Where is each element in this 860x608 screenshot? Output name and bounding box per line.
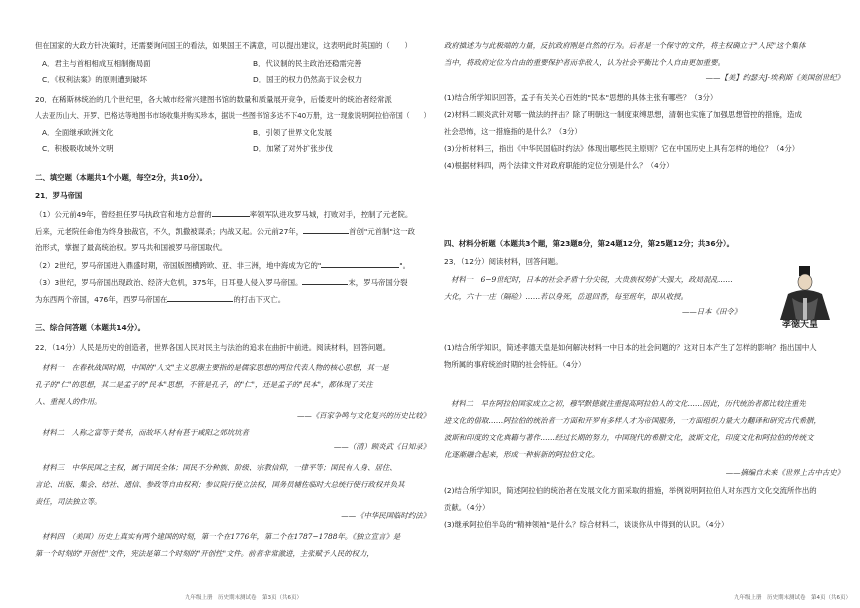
section-3-title: 三、综合问答题（本题共14分）。 (35, 323, 146, 332)
material-4-line3: 政府描述为与此极端的力量，反抗政府刚是自然的行为。后者是一个保守的文件，将主权确立于"人民"这个集体 (444, 41, 806, 50)
q21-blank-1[interactable] (212, 208, 250, 217)
q19-option-b[interactable]: B．代议制的民主政治还稳需完善 (253, 59, 362, 68)
q21-blank-3[interactable] (321, 259, 399, 268)
q22-sub2-line2: 社会恐怖，这一措施指的是什么？（3分） (444, 127, 582, 136)
emperor-portrait-image (774, 262, 836, 334)
q22-sub2-line1: (2)材料二顾炎武针对哪一做法的抨击？除了明朝这一制度束缚思想，清朝也实施了加强思想管控的措施，造成 (444, 110, 802, 119)
section-4-title: 四、材料分析题（本题共3个题，第23题8分，第24题12分，第25题12分；共36分）。 (444, 239, 735, 248)
q21-blank-5[interactable] (167, 293, 233, 302)
material-2-source: ——（清）顾炎武《日知录》 (333, 442, 430, 451)
q23-sub1-line1: (1)结合所学知识，简述孝德天皇是如何解决材料一中日本的社会问题的？这对日本产生了怎样的影响？指出国中人 (444, 343, 817, 352)
q21-blank-2[interactable] (303, 225, 349, 234)
material-4-line2: 第一个时刻的"开创性"文件，宪法是第二个时刻的"开创性"文件。前者非常激进，主张赋予人民的权力， (35, 549, 374, 558)
q20-option-a[interactable]: A．全面继承欧洲文化 (42, 128, 114, 137)
q23-material-2-line1: 材料二 早在阿拉伯国家成立之初，穆罕默德就注重提高阿拉伯人的文化……因此，历代统治者都比较注重先 (451, 399, 806, 408)
section-2-title: 二、填空题（本题共1个小题，每空2分，共10分）。 (35, 173, 208, 182)
page-4-footer: 九年级上册 历史期末测试卷 第4页（共6页） (734, 595, 852, 601)
material-3-line1: 材料三 中华民国之主权，属于国民全体；国民不分种族、阶级、宗教信仰，一律平等；国民有人身、居住、 (42, 463, 397, 472)
question-19-stem-tail: 但在国家的大政方针决策时，还需要询问国王的看法，如果国王不满意，可以提出建议，这表明此时英国的（ ） (35, 41, 412, 50)
material-4-source: ——【美】约瑟夫J·埃利斯《美国创世纪》 (705, 73, 844, 82)
q21-blank-4[interactable] (302, 276, 348, 285)
material-3-line2: 言论、出版、集会、结社、通信、参政等自由权利；参议院行使立法权，国务员辅佐临时大总统行使行政权并负其 (35, 480, 405, 489)
q23-material-2-line2: 进文化的借取……阿拉伯的统治者一方面和开罗有多样人才为帝国服务，一方面组织力量大力翻译和研究古代希腊， (444, 416, 821, 425)
q23-material-2-line3: 波斯和印度的文化典籍与著作……经过长期的努力，中国现代的希腊文化，波斯文化，印度文化和阿拉伯的传统文 (444, 433, 814, 442)
material-3-source: ——《中华民国临时约法》 (341, 511, 430, 520)
q21-part1-line1: （1）公元前49年，曾经担任罗马执政官和地方总督的 率领军队进攻罗马城，打败对手，控制了元老院。 (35, 210, 413, 219)
q21-part1-line3: 治形式，掌握了最高统治权。罗马共和国被罗马帝国取代。 (35, 243, 228, 252)
material-2-line1: 材料二 人称之富等于焚书，而故坏人材有甚于咸阳之郊坑坑者 (42, 428, 249, 437)
question-22-stem: 22．（14分）人民是历史的创造者，世界各国人民对民主与法治的追求在曲折中前进。阅读材料，回答问题。 (35, 343, 391, 352)
material-1-source: ——《百家争鸣与文化复兴的历史比较》 (296, 411, 430, 420)
q23-material-1-line2: 大化，六十一庄（隔硷）……若以身死，岳退回香，每至班年，即从收授。 (444, 292, 688, 301)
page-4-column (444, 0, 852, 608)
q20-option-c[interactable]: C．积极吸收域外文明 (42, 144, 114, 153)
q23-sub1-line2: 物所属的事府统治时期的社会特征。（4分） (444, 360, 586, 369)
question-20-stem-1: 20．在稀斯林统治的几个世纪里，各大城市经常兴建图书馆的数量和质量展开竞争，后倭麦叶的统治者经常派 (35, 95, 392, 104)
question-23-title: 23．（12分）阅读材料，回答问题。 (444, 257, 563, 266)
q23-sub2-line1: (2)结合所学知识，简述阿拉伯的统治者在发展文化方面采取的措施，举例说明阿拉伯人对东西方文化交流所作出的 (444, 486, 817, 495)
q23-material-2-line4: 化逐渐融合起来，形成一种崭新的阿拉伯文化。 (444, 450, 600, 459)
q21-part3-line2: 为东西两个帝国，476年，西罗马帝国在 的打击下灭亡。 (35, 295, 286, 304)
page-3-column (35, 0, 430, 608)
material-1-line3: 人、重视人的作用。 (35, 397, 102, 406)
q23-sub2-line2: 贡献。（4分） (444, 503, 490, 512)
q21-part1-line2: 后来，元老院任命他为终身独裁官，不久，凯撒被谋杀；内战又起。公元前27年， 首创"元首制"这一政 (35, 227, 416, 236)
q19-option-c[interactable]: C．《权利法案》的原则遭到破坏 (42, 75, 147, 84)
material-4-line4: 当中，将政府定位为自由的重要保护者而非敌人，认为社会平衡比个人自由更加重要。 (444, 58, 725, 67)
portrait-caption: 孝徳天皇 (782, 320, 819, 330)
q20-option-d[interactable]: D．加紧了对外扩张步伐 (253, 144, 333, 153)
q22-sub3: (3)分析材料三，指出《中华民国临时约法》体现出哪些民主原则？它在中国历史上具有怎样的地位？（4分） (444, 144, 800, 153)
q23-material-1-source: ——日本《田令》 (682, 307, 742, 316)
material-1-line2: 孔子的"仁"的思想，其二是孟子的"民本"思想，不管是孔子，的"仁"，还是孟子的"民本"，都体现了关注 (35, 380, 373, 389)
material-1-line1: 材料一 在春秋战国时期，中国的"人文"主义思潮主要指的是儒家思想的两位代表人物的核心思想，其一是 (42, 363, 389, 372)
question-21-title: 21．罗马帝国 (35, 191, 83, 200)
q19-option-d[interactable]: D．国王的权力仍然高于议会权力 (253, 75, 363, 84)
q23-material-2-source: ——摘编自未来《世界上古中古史》 (725, 468, 844, 477)
material-4-line1: 材料四 （美国）历史上真实有两个建国的时刻，第一个在1776年，第二个在1787−1788年。《独立宣言》是 (42, 532, 401, 541)
question-20-stem-2: 人去亚历山大、开罗、巴格达等地图书市场收集并购买珍本，据说一些图书馆多达不下40万册，这一现象说明阿拉伯帝国（ ） (35, 111, 431, 120)
q20-option-b[interactable]: B．引领了世界文化发展 (253, 128, 332, 137)
q21-part3-line1: （3）3世纪，罗马帝国出现政治、经济大危机，375年，日耳曼人侵入罗马帝国。 末，罗马帝国分裂 (35, 278, 408, 287)
material-3-line3: 责任，司法独立等。 (35, 497, 102, 506)
page-3-footer: 九年级上册 历史期末测试卷 第3页（共6页） (185, 595, 303, 601)
q23-material-1-line1: 材料一 6−9世纪时，日本的社会矛盾十分尖锐，大贵族权势扩大强大，政局混乱…… (451, 275, 733, 284)
q22-sub4: (4)根据材料四，两个法律文件对政府职能的定位分别是什么？（4分） (444, 161, 674, 170)
q21-part2-line: （2）2世纪，罗马帝国进入鼎盛时期，帝国版图横跨欧、亚、非三洲，地中海成为它的" "。 (35, 261, 411, 270)
q22-sub1: (1)结合所学知识回答，孟子有关关心百姓的"民本"思想的具体主张有哪些？（3分） (444, 93, 718, 102)
q23-sub3: (3)继承阿拉伯半岛的"精神领袖"是什么？综合材料二，谈谈你从中得到的认识。（4分） (444, 520, 729, 529)
q19-option-a[interactable]: A．君主与首相相成互相制衡局面 (42, 59, 151, 68)
